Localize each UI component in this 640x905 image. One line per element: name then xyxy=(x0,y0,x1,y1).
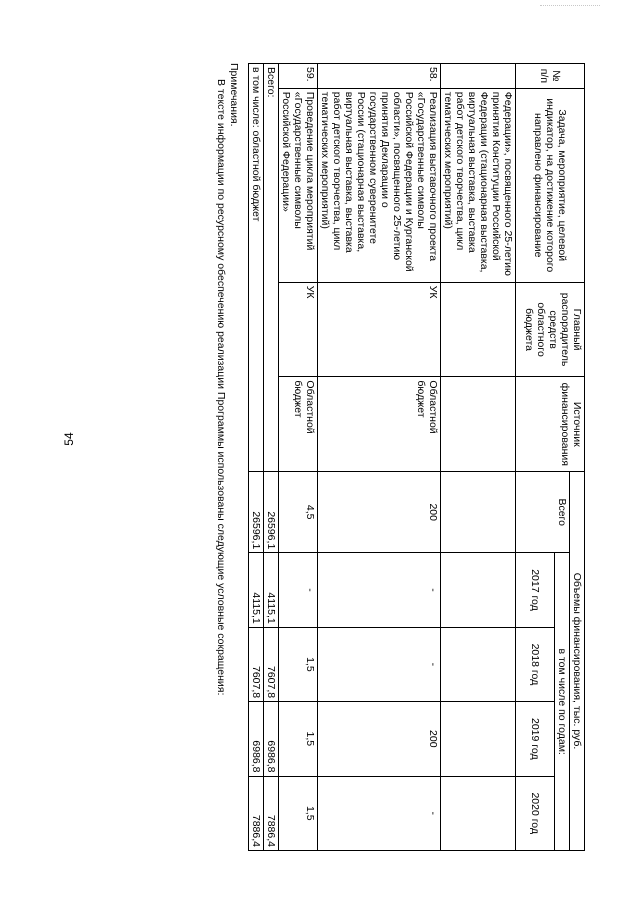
notes-title: Примечания. xyxy=(228,63,240,127)
totals-row xyxy=(264,64,279,851)
header-by-years: в том числе по годам: xyxy=(555,553,570,851)
top-dotted-line xyxy=(540,5,600,6)
table-row xyxy=(279,64,318,851)
row-total: 4,5 xyxy=(279,472,318,553)
row-total: 200 xyxy=(318,472,441,553)
row-num: 59. xyxy=(279,64,318,89)
header-year-2020: 2020 год xyxy=(516,776,555,850)
header-source: Источник финансирования xyxy=(516,377,585,472)
row-2017: - xyxy=(318,553,441,627)
rotated-page-content xyxy=(214,63,585,903)
header-manager: Главный распорядитель средств областного бюджета xyxy=(516,282,585,377)
row-2017 xyxy=(441,553,516,627)
table-row xyxy=(318,64,441,851)
header-total: Всего xyxy=(516,472,570,553)
row-task: Реализация выставочного проекта «Государственные символы Российской Федерации и Курганской области», посвященного 25-летию принятия Декларации о государственном суверенитете России (стационарная выставка, виртуальная выставка, выставка работ детского творчества, цикл тематических мероприятий) xyxy=(318,88,441,282)
row-2019: 1,5 xyxy=(279,702,318,776)
row-2019 xyxy=(441,702,516,776)
row-task: Федерации», посвященного 25-летию принятия Конституции Российской Федерации (стационарная выставка, виртуальная выставка, выставка работ детского творчества, цикл тематических мероприятий) xyxy=(441,88,516,282)
row-2018 xyxy=(441,627,516,701)
financing-table xyxy=(248,63,585,851)
row-num: 58. xyxy=(318,64,441,89)
totals-2019: 6986,8 xyxy=(264,702,279,776)
totals-2017: 4115,1 xyxy=(249,553,264,627)
totals-2020: 7886,4 xyxy=(264,776,279,850)
row-2018: 1,5 xyxy=(279,627,318,701)
header-year-2017: 2017 год xyxy=(516,553,555,627)
totals-row xyxy=(249,64,264,851)
row-2018: - xyxy=(318,627,441,701)
row-2020 xyxy=(441,776,516,850)
totals-2017: 4115,1 xyxy=(264,553,279,627)
table-row xyxy=(441,64,516,851)
row-manager xyxy=(441,282,516,377)
row-source: Областной бюджет xyxy=(318,377,441,472)
totals-2020: 7886,4 xyxy=(249,776,264,850)
row-2020: - xyxy=(318,776,441,850)
row-manager: УК xyxy=(279,282,318,377)
totals-label: в том числе: областной бюджет xyxy=(249,64,264,472)
header-task: Задача, мероприятие, целевой индикатор, на достижение которого направлено финансирование xyxy=(516,88,585,282)
row-2020: 1,5 xyxy=(279,776,318,850)
row-num xyxy=(441,64,516,89)
row-2019: 200 xyxy=(318,702,441,776)
row-source xyxy=(441,377,516,472)
totals-2018: 7607,8 xyxy=(264,627,279,701)
notes-text: В тексте информации по ресурсному обеспечению реализации Программы использованы следующие условные сокращения: xyxy=(215,79,227,696)
row-source: Областной бюджет xyxy=(279,377,318,472)
row-2017: - xyxy=(279,553,318,627)
header-volumes: Объемы финансирования, тыс. руб. xyxy=(570,472,585,851)
header-year-2019: 2019 год xyxy=(516,702,555,776)
row-manager: УК xyxy=(318,282,441,377)
totals-label: Всего: xyxy=(264,64,279,472)
totals-total: 26596,1 xyxy=(249,472,264,553)
page-number: 54 xyxy=(62,432,76,446)
notes-section xyxy=(214,63,240,851)
row-task: Проведение цикла мероприятий «Государственные символы Российской Федерации» xyxy=(279,88,318,282)
header-row-1 xyxy=(570,64,585,851)
header-year-2018: 2018 год xyxy=(516,627,555,701)
totals-2018: 7607,8 xyxy=(249,627,264,701)
totals-total: 26596,1 xyxy=(264,472,279,553)
totals-2019: 6986,8 xyxy=(249,702,264,776)
header-num: № п/п xyxy=(516,64,585,89)
row-total xyxy=(441,472,516,553)
